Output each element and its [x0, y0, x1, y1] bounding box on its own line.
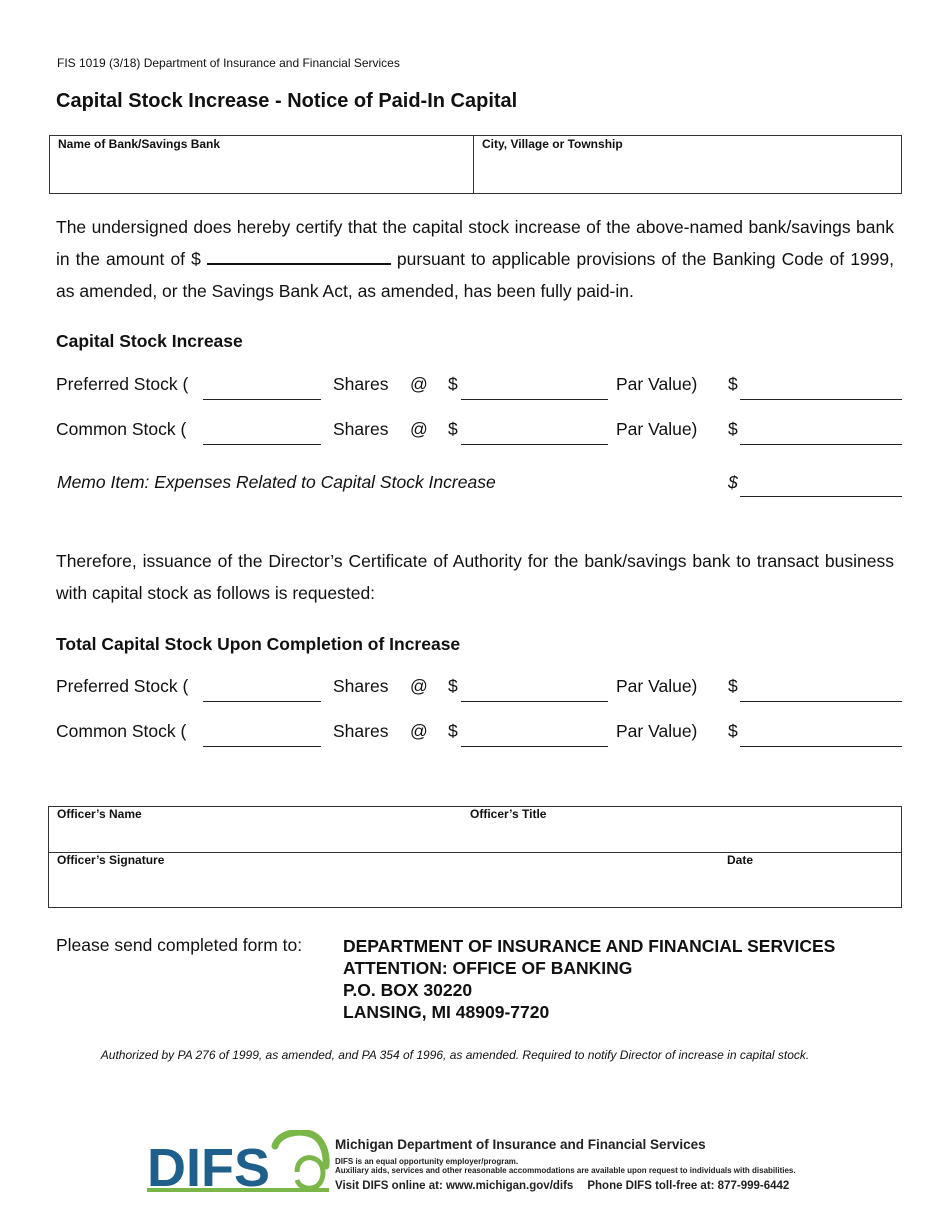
memo-amount-input[interactable] — [740, 496, 902, 497]
total-heading: Total Capital Stock Upon Completion of Increase — [56, 634, 461, 654]
bank-name-label: Name of Bank/Savings Bank — [58, 137, 221, 151]
par-value-input[interactable] — [461, 399, 608, 400]
increase-heading: Capital Stock Increase — [56, 331, 243, 351]
request-text: Therefore, issuance of the Director’s Certificate of Authority for the bank/savings bank to transact business with capital stock as follows is requested: — [56, 551, 894, 603]
dollar-sign: $ — [728, 374, 738, 394]
shares-label: Shares — [333, 374, 389, 394]
increase-common-row — [56, 419, 902, 449]
dollar-sign: $ — [448, 374, 458, 394]
form-number: FIS 1019 (3/18) Department of Insurance and Financial Services — [57, 56, 400, 70]
memo-label: Memo Item: Expenses Related to Capital Stock Increase — [57, 472, 496, 492]
par-value-label: Par Value) — [616, 419, 698, 439]
date-field[interactable] — [726, 867, 898, 905]
par-value-input[interactable] — [461, 701, 608, 702]
amount-input[interactable] — [740, 701, 902, 702]
certification-text-before: The undersigned does hereby certify that the capital stock increase of the above-named bank/savings bank in the amount of $ — [56, 217, 894, 269]
difs-logo-mark — [147, 1130, 332, 1195]
dollar-sign: $ — [728, 419, 738, 439]
date-label: Date — [727, 853, 754, 867]
shares-input[interactable] — [203, 399, 321, 400]
website-link[interactable]: Visit DIFS online at: www.michigan.gov/difs — [335, 1180, 574, 1192]
amount-field[interactable] — [207, 263, 391, 265]
at-sign: @ — [410, 374, 428, 394]
dollar-sign: $ — [448, 721, 458, 741]
amount-input[interactable] — [740, 399, 902, 400]
increase-preferred-row — [56, 374, 902, 404]
row-label: Common Stock ( — [56, 721, 187, 741]
aux-text: Auxiliary aids, services and other reasonable accommodations are available upon request to individuals with disabilities. — [335, 1166, 796, 1175]
dollar-sign: $ — [448, 419, 458, 439]
page-title: Capital Stock Increase - Notice of Paid-In Capital — [56, 90, 518, 112]
par-value-input[interactable] — [461, 746, 608, 747]
address-line: ATTENTION: OFFICE OF BANKING — [343, 958, 633, 978]
eoe-text: DIFS is an equal opportunity employer/program. — [335, 1157, 519, 1166]
row-label: Preferred Stock ( — [56, 676, 189, 696]
par-value-label: Par Value) — [616, 374, 698, 394]
total-preferred-row — [56, 676, 902, 706]
par-value-label: Par Value) — [616, 676, 698, 696]
divider — [49, 852, 901, 853]
at-sign: @ — [410, 419, 428, 439]
at-sign: @ — [410, 721, 428, 741]
certification-text-after: pursuant to applicable provisions of the Banking Code of 1999, as amended, or the Savings Bank Act, as amended, has been fully paid-in. — [56, 249, 894, 301]
row-label: Preferred Stock ( — [56, 374, 189, 394]
officer-name-field[interactable] — [50, 821, 460, 851]
dollar-sign: $ — [728, 676, 738, 696]
logo-text: DIFS — [147, 1138, 271, 1195]
send-label: Please send completed form to: — [56, 935, 303, 955]
dept-name: Michigan Department of Insurance and Financial Services — [335, 1137, 706, 1152]
memo-dollar-sign: $ — [728, 472, 738, 492]
par-value-label: Par Value) — [616, 721, 698, 741]
certification-text — [56, 211, 894, 307]
dollar-sign: $ — [448, 676, 458, 696]
officer-signature-label: Officer’s Signature — [57, 853, 165, 867]
row-label: Common Stock ( — [56, 419, 187, 439]
address-line: LANSING, MI 48909-7720 — [343, 1002, 550, 1022]
bank-name-field[interactable] — [49, 135, 474, 194]
dollar-sign: $ — [728, 721, 738, 741]
phone-text: Phone DIFS toll-free at: 877-999-6442 — [587, 1180, 790, 1192]
shares-input[interactable] — [203, 746, 321, 747]
shares-label: Shares — [333, 676, 389, 696]
at-sign: @ — [410, 676, 428, 696]
city-field[interactable] — [473, 135, 902, 194]
officer-name-label: Officer’s Name — [57, 807, 142, 821]
difs-logo — [147, 1130, 332, 1195]
shares-input[interactable] — [203, 701, 321, 702]
total-common-row — [56, 721, 902, 751]
logo-curl — [297, 1158, 323, 1189]
amount-input[interactable] — [740, 746, 902, 747]
city-label: City, Village or Township — [482, 137, 623, 151]
address-line: P.O. BOX 30220 — [343, 980, 473, 1000]
contact-line — [335, 1180, 789, 1192]
par-value-input[interactable] — [461, 444, 608, 445]
officer-section — [48, 806, 902, 908]
officer-signature-field[interactable] — [50, 867, 710, 905]
amount-input[interactable] — [740, 444, 902, 445]
shares-label: Shares — [333, 721, 389, 741]
shares-label: Shares — [333, 419, 389, 439]
address-line: DEPARTMENT OF INSURANCE AND FINANCIAL SERVICES — [343, 936, 836, 956]
officer-title-field[interactable] — [469, 821, 899, 851]
authority-text: Authorized by PA 276 of 1999, as amended, and PA 354 of 1996, as amended. Required to notify Director of increase in capital stock. — [100, 1048, 810, 1062]
officer-title-label: Officer’s Title — [470, 807, 547, 821]
shares-input[interactable] — [203, 444, 321, 445]
